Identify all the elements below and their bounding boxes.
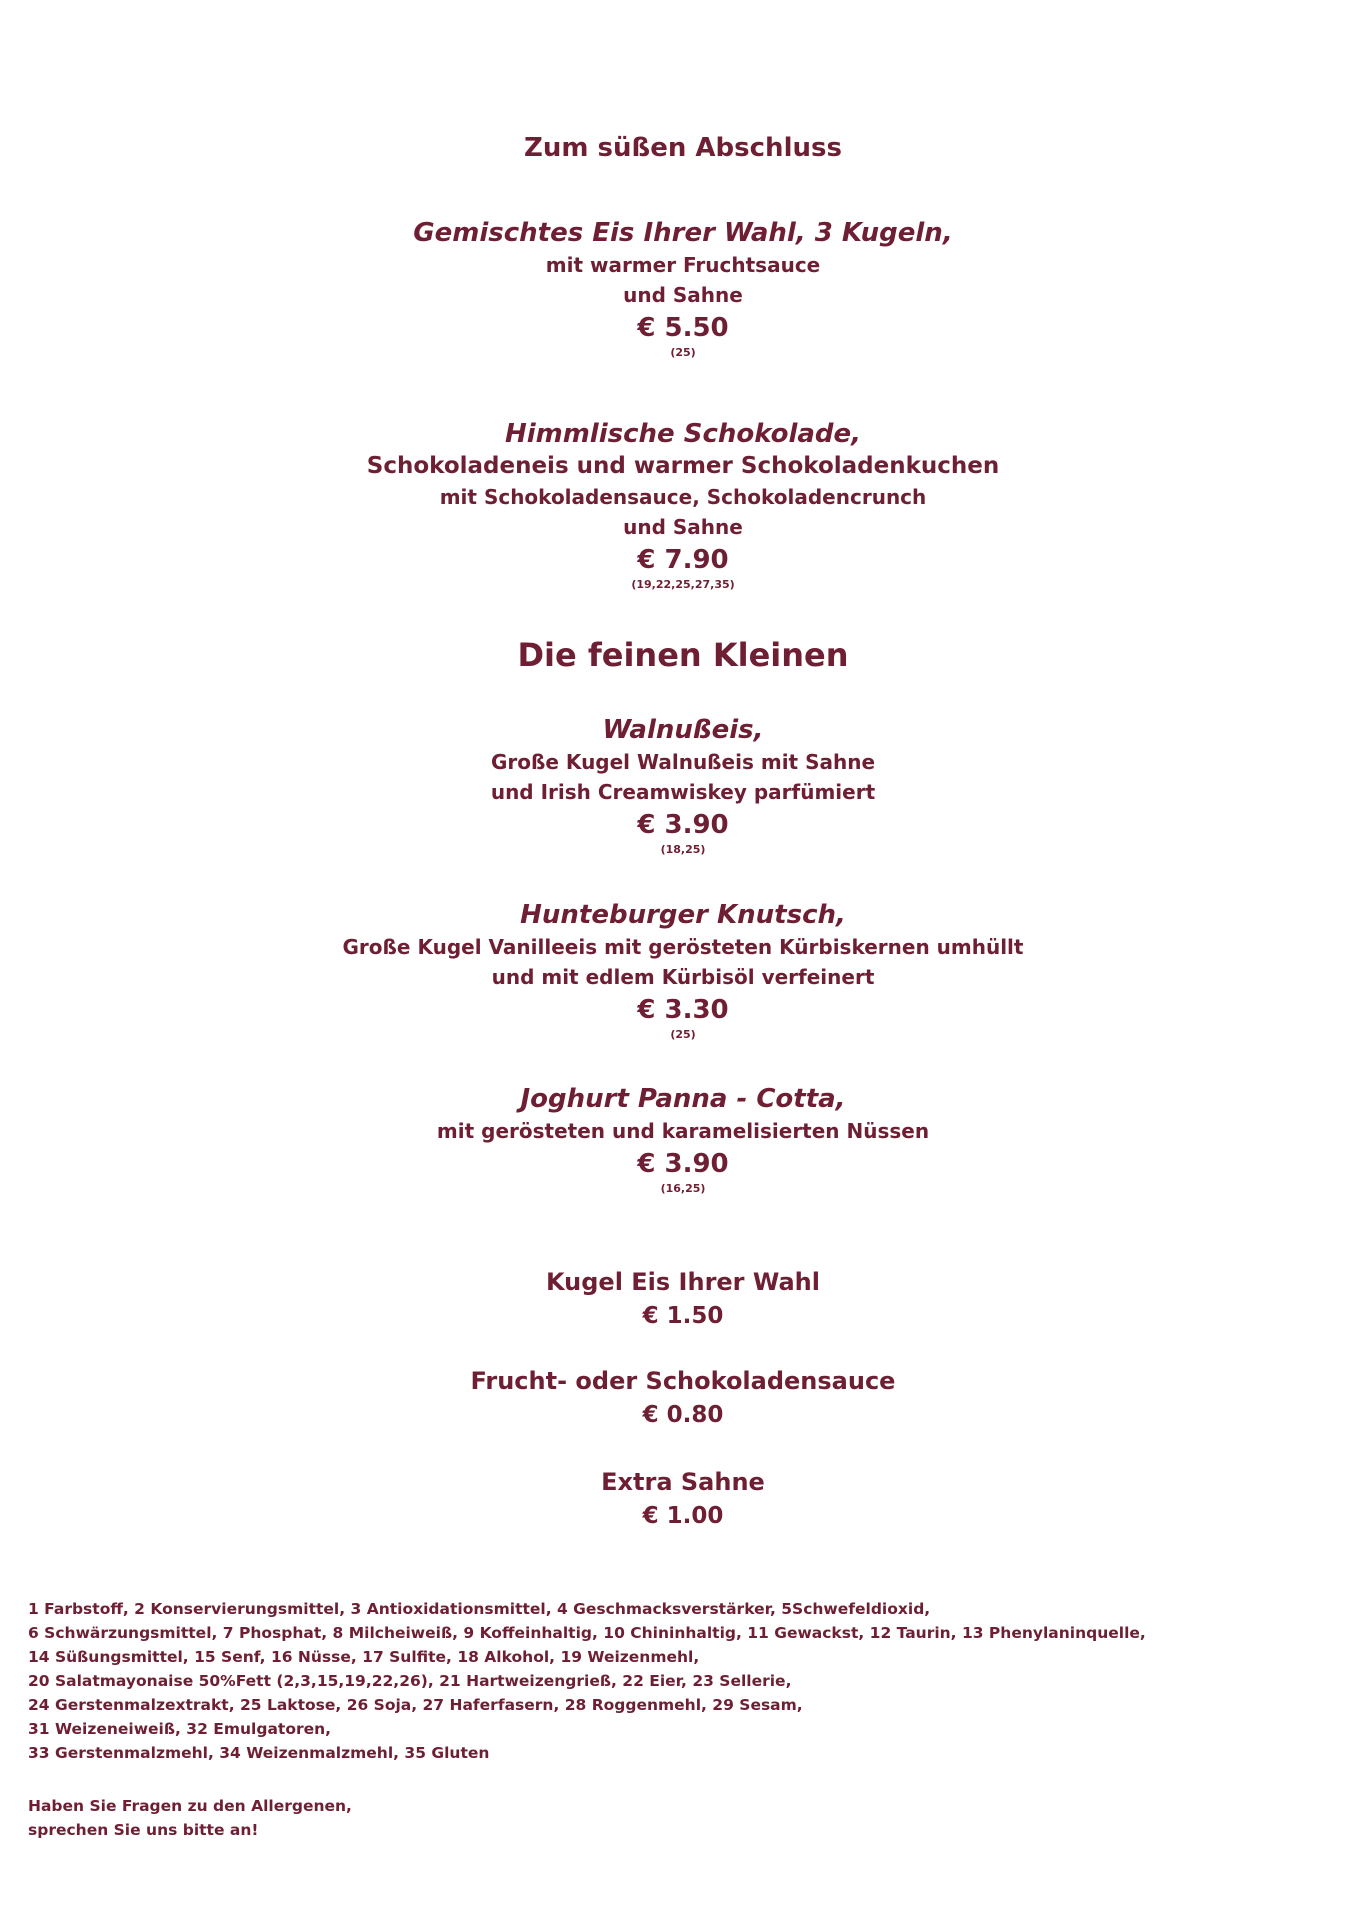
item-description-line: mit Schokoladensauce, Schokoladencrunch — [439, 485, 927, 509]
item-price: € 3.90 — [637, 1149, 729, 1179]
item-name: Joghurt Panna - Cotta, — [520, 1084, 846, 1114]
item-name: Walnußeis, — [602, 715, 764, 745]
section-title-small-desserts: Die feinen Kleinen — [517, 636, 849, 674]
item-allergen-codes: (19,22,25,27,35) — [631, 578, 735, 591]
legend-line: 33 Gerstenmalzmehl, 34 Weizenmalzmehl, 35 Gluten — [28, 1744, 490, 1762]
item-description-line: und mit edlem Kürbisöl verfeinert — [491, 965, 875, 989]
item-description-line: und Sahne — [623, 283, 743, 307]
item-description-line: mit warmer Fruchtsauce — [545, 253, 821, 277]
extra-price: € 1.00 — [642, 1503, 724, 1529]
menu-item-himmlische-schokolade — [283, 417, 1083, 592]
legend-line: 14 Süßungsmittel, 15 Senf, 16 Nüsse, 17 Sulfite, 18 Alkohol, 19 Weizenmehl, — [28, 1648, 700, 1666]
extra-name: Frucht- oder Schokoladensauce — [470, 1367, 896, 1395]
extra-item-sauce — [283, 1364, 1083, 1432]
allergen-legend — [28, 1597, 1328, 1765]
item-price: € 3.30 — [637, 995, 729, 1025]
menu-item-walnusseis — [283, 713, 1083, 857]
item-name: Himmlische Schokolade, — [504, 419, 862, 449]
item-description-line: Große Kugel Walnußeis mit Sahne — [490, 750, 876, 774]
extra-price: € 1.50 — [642, 1303, 724, 1329]
item-price: € 7.90 — [637, 545, 729, 575]
extra-price: € 0.80 — [642, 1402, 724, 1428]
item-price: € 3.90 — [637, 810, 729, 840]
extra-item-kugel-eis — [283, 1265, 1083, 1333]
item-description-line: mit gerösteten und karamelisierten Nüssen — [436, 1119, 930, 1143]
extra-name: Kugel Eis Ihrer Wahl — [545, 1268, 820, 1296]
item-description-line: Große Kugel Vanilleeis mit gerösteten Kürbiskernen umhüllt — [342, 935, 1024, 959]
item-price: € 5.50 — [637, 313, 729, 343]
legend-line: 1 Farbstoff, 2 Konservierungsmittel, 3 Antioxidationsmittel, 4 Geschmacksverstärker, 5Schwefeldioxid, — [28, 1600, 931, 1618]
item-allergen-codes: (25) — [670, 1028, 696, 1041]
item-allergen-codes: (16,25) — [660, 1182, 706, 1195]
item-description-line: Schokoladeneis und warmer Schokoladenkuchen — [366, 453, 1000, 479]
legend-line: 20 Salatmayonaise 50%Fett (2,3,15,19,22,26), 21 Hartweizengrieß, 22 Eier, 23 Sellerie, — [28, 1672, 792, 1690]
item-description-line: und Irish Creamwiskey parfümiert — [490, 780, 876, 804]
section-title-dessert: Zum süßen Abschluss — [524, 133, 842, 163]
menu-item-joghurt-panna-cotta — [283, 1082, 1083, 1196]
note-line: sprechen Sie uns bitte an! — [28, 1821, 259, 1839]
item-name: Hunteburger Knutsch, — [520, 900, 846, 930]
item-allergen-codes: (25) — [670, 346, 696, 359]
item-allergen-codes: (18,25) — [660, 843, 706, 856]
allergen-note — [28, 1794, 352, 1842]
legend-line: 6 Schwärzungsmittel, 7 Phosphat, 8 Milcheiweiß, 9 Koffeinhaltig, 10 Chininhaltig, 11 Gewackst, 12 Taurin, 13 Phenylaninquelle, — [28, 1624, 1146, 1642]
menu-item-gemischtes-eis — [283, 216, 1083, 360]
legend-line: 31 Weizeneiweiß, 32 Emulgatoren, — [28, 1720, 332, 1738]
legend-line: 24 Gerstenmalzextrakt, 25 Laktose, 26 Soja, 27 Haferfasern, 28 Roggenmehl, 29 Sesam, — [28, 1696, 803, 1714]
menu-item-hunteburger-knutsch — [283, 898, 1083, 1042]
extra-item-sahne — [283, 1465, 1083, 1533]
item-description-line: und Sahne — [623, 515, 743, 539]
note-line: Haben Sie Fragen zu den Allergenen, — [28, 1797, 352, 1815]
extra-name: Extra Sahne — [601, 1468, 765, 1496]
item-name: Gemischtes Eis Ihrer Wahl, 3 Kugeln, — [413, 218, 953, 248]
